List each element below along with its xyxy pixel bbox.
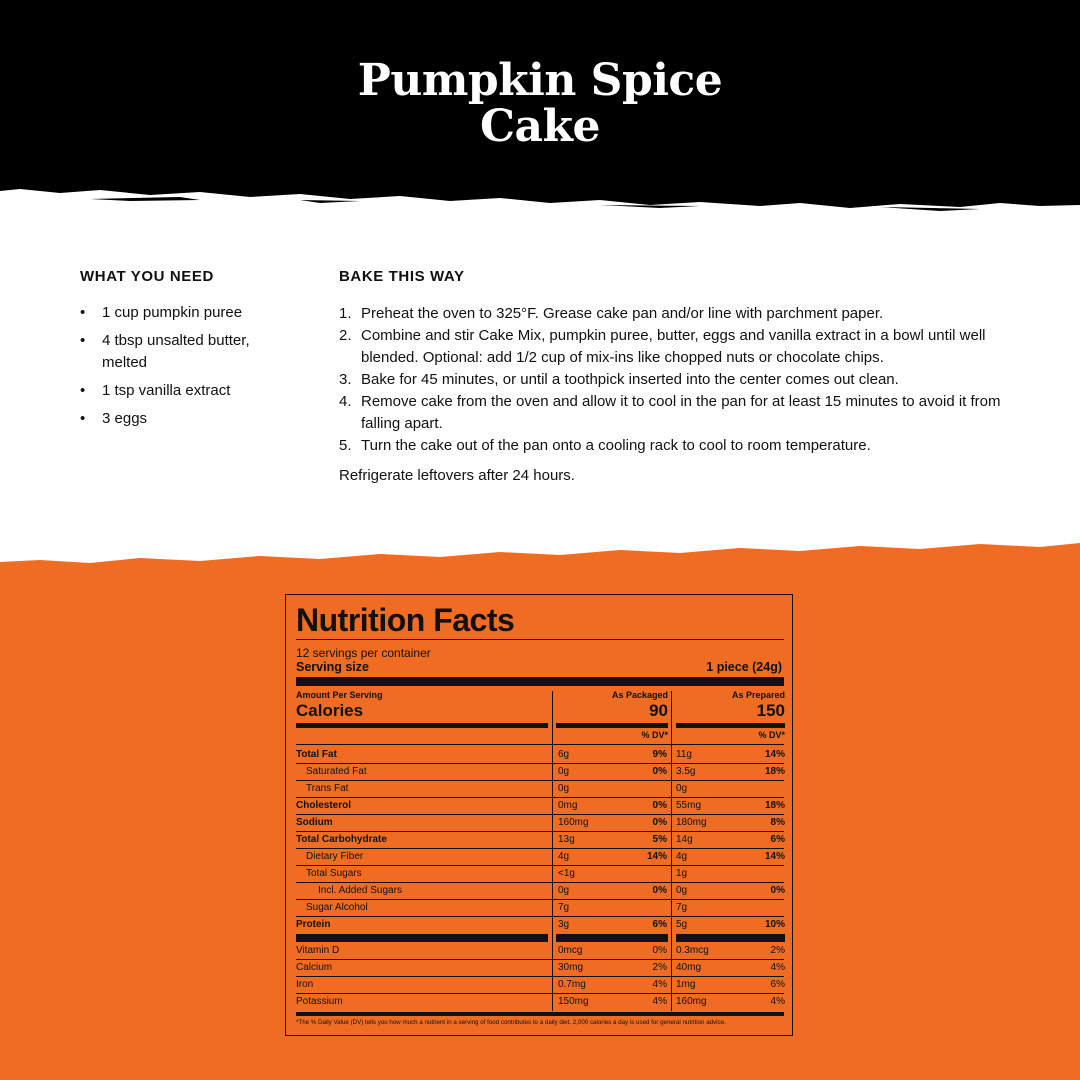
nutrient-row: Sodium 160mg 0% 180mg 8% <box>296 817 785 828</box>
nutrient-row: Total Carbohydrate 13g 5% 14g 6% <box>296 834 785 845</box>
bullet-icon: • <box>80 382 86 399</box>
nutrient-row: Protein 3g 6% 5g 10% <box>296 919 785 930</box>
divider <box>296 744 784 745</box>
vitamin-row: Iron 0.7mg 4% 1mg 6% <box>296 979 785 990</box>
nutrition-facts-panel <box>285 594 793 1036</box>
vitamin-row: Vitamin D 0mcg 0% 0.3mcg 2% <box>296 945 785 956</box>
col2-header: As Prepared <box>731 690 785 700</box>
nutrient-row: Dietary Fiber 4g 14% 4g 14% <box>306 851 785 862</box>
step-item: 1. Preheat the oven to 325°F. Grease cake pan and/or line with parchment paper. <box>339 305 884 322</box>
storage-note: Refrigerate leftovers after 24 hours. <box>339 467 575 484</box>
col1-header: As Packaged <box>611 690 668 700</box>
recipe-title-line1: Pumpkin Spice <box>357 55 723 106</box>
bullet-icon: • <box>80 410 86 427</box>
recipe-title <box>0 55 1080 152</box>
bullet-icon: • <box>80 332 86 349</box>
ingredient-item: • 1 tsp vanilla extract <box>80 380 290 402</box>
thick-divider <box>296 934 548 942</box>
thick-divider <box>296 1012 784 1016</box>
ingredient-item: • 4 tbsp unsalted butter, melted <box>80 332 250 371</box>
recipe-title-line2: Cake <box>479 101 600 152</box>
amount-per-serving-label: Amount Per Serving <box>296 690 383 700</box>
step-item: 5. Turn the cake out of the pan onto a cooling rack to cool to room temperature. <box>339 437 871 454</box>
thick-divider <box>676 934 785 942</box>
nutrition-title: Nutrition Facts <box>296 602 515 638</box>
dv-footnote: *The % Daily Value (DV) tells you how much a nutrient in a serving of food contributes to a daily diet. 2,000 calories a day is used for general nutrition advice. <box>296 1019 726 1026</box>
nutrient-row: Sugar Alcohol 7g 7g <box>306 902 688 913</box>
servings-per-container: 12 servings per container <box>296 646 431 660</box>
vitamin-row: Calcium 30mg 2% 40mg 4% <box>296 962 785 973</box>
thick-divider <box>556 723 668 728</box>
step-item: 3. Bake for 45 minutes, or until a toothpick inserted into the center comes out clean. <box>339 371 899 388</box>
nutrient-row: Cholesterol 0mg 0% 55mg 18% <box>296 800 785 811</box>
calories-label: Calories <box>296 701 364 720</box>
thick-divider <box>296 677 784 686</box>
col1-dv-header: % DV* <box>641 730 668 740</box>
col2-calories: 150 <box>756 701 785 720</box>
col2-dv-header: % DV* <box>758 730 785 740</box>
ingredient-list <box>80 302 290 436</box>
ingredient-item: • 1 cup pumpkin puree <box>80 302 290 324</box>
divider <box>296 639 784 640</box>
nutrient-row: Total Sugars <1g 1g <box>306 868 688 879</box>
col1-calories: 90 <box>649 701 668 720</box>
step-list <box>339 303 1009 457</box>
what-you-need-heading: WHAT YOU NEED <box>80 268 214 285</box>
ingredient-item: • 3 eggs <box>80 408 290 430</box>
nutrient-row: Total Fat 6g 9% 11g 14% <box>296 749 785 760</box>
serving-size-label: Serving size <box>296 660 369 674</box>
thick-divider <box>296 723 548 728</box>
thick-divider <box>676 723 785 728</box>
nutrient-row: Trans Fat 0g 0g <box>306 783 688 794</box>
thick-divider <box>556 934 668 942</box>
step-item: 2. Combine and stir Cake Mix, pumpkin puree, butter, eggs and vanilla extract in a bowl until well blended. Optional: add 1/2 cup of mix-ins like chopped nuts or chocolate chips. <box>339 327 986 366</box>
step-item: 4. Remove cake from the oven and allow it to cool in the pan for at least 15 minutes to avoid it from falling apart. <box>339 393 1001 432</box>
bake-this-way-heading: BAKE THIS WAY <box>339 268 465 285</box>
serving-size-value: 1 piece (24g) <box>706 660 782 674</box>
nutrient-row: Incl. Added Sugars 0g 0% 0g 0% <box>318 885 785 896</box>
bullet-icon: • <box>80 304 86 321</box>
header-band <box>0 0 1080 215</box>
vitamin-row: Potassium 150mg 4% 160mg 4% <box>296 996 785 1007</box>
nutrient-row: Saturated Fat 0g 0% 3.5g 18% <box>306 766 785 777</box>
